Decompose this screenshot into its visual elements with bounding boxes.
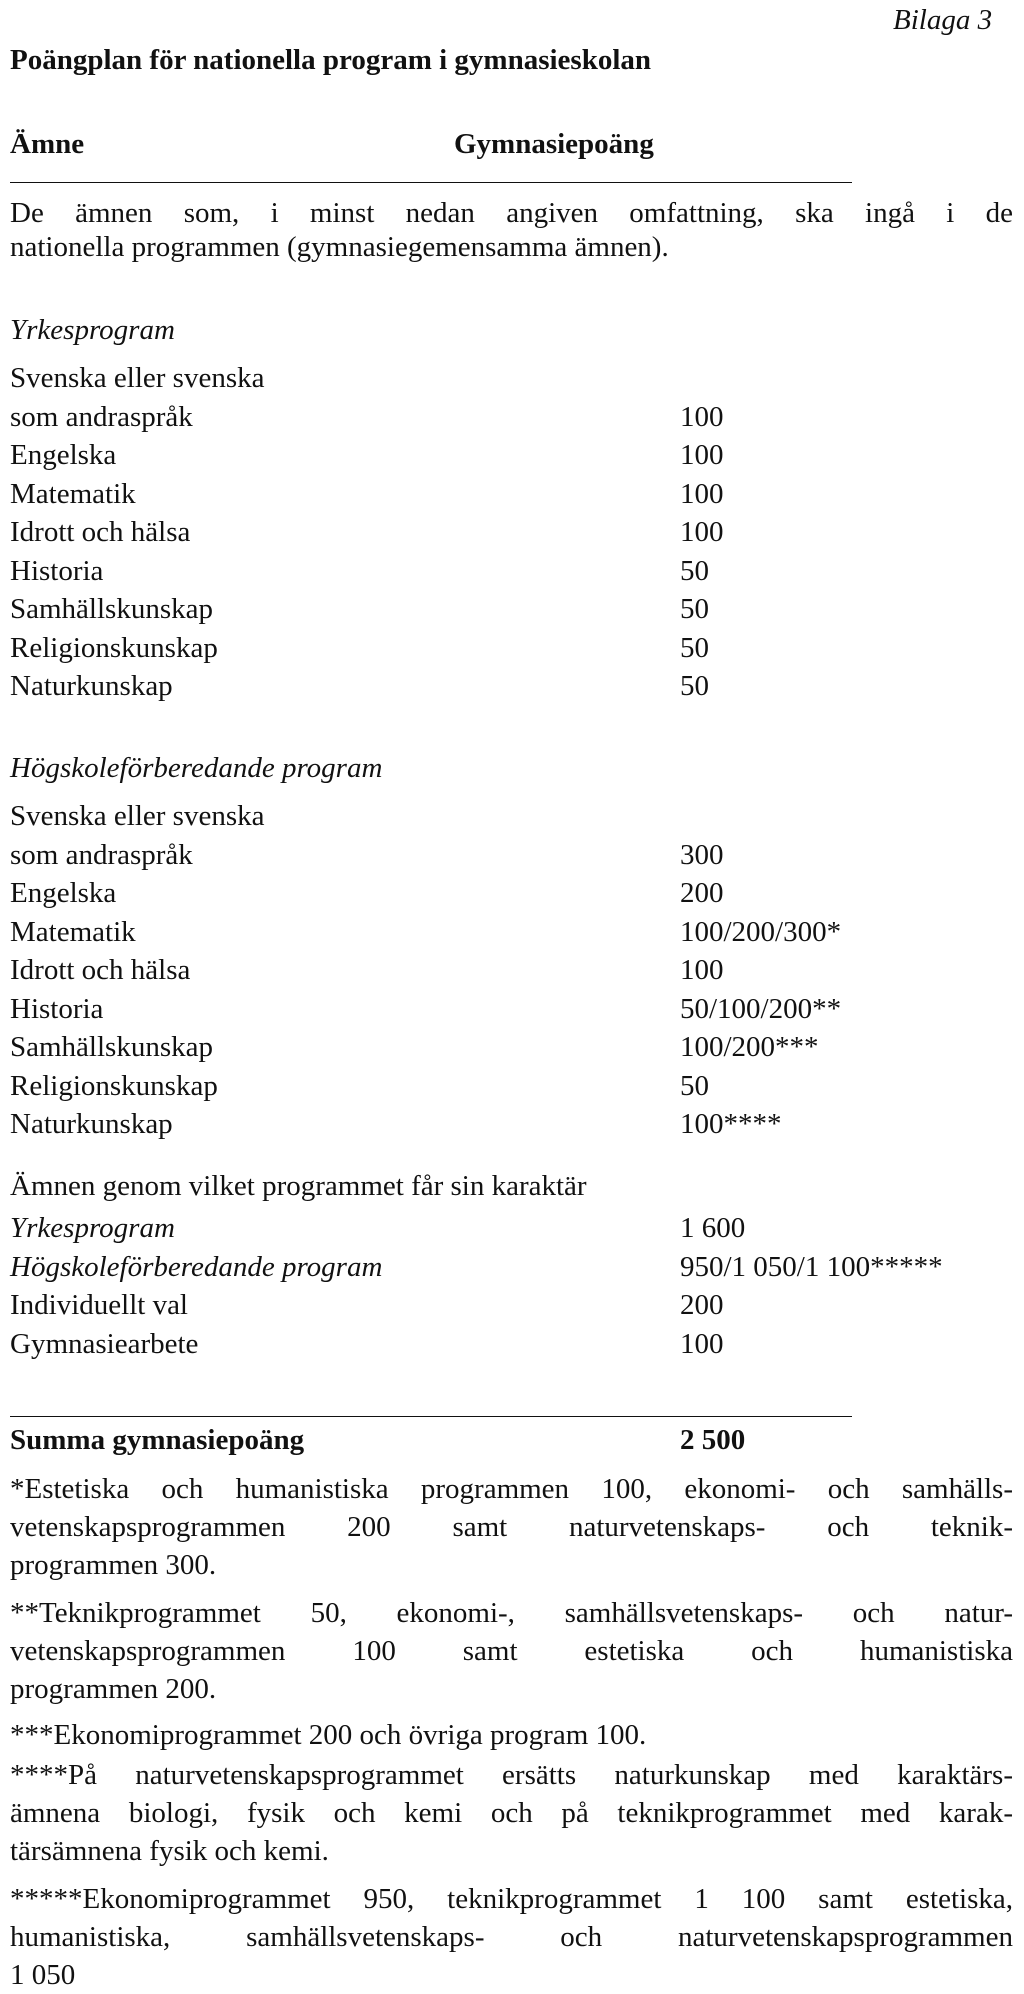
table-row	[10, 954, 1010, 992]
footnote-line: humanistiska, samhällsvetenskaps- och naturvetenskapsprogrammen	[10, 1921, 1013, 1953]
subject-points: 950/1 050/1 100*****	[680, 1250, 943, 1283]
subject-points: 50	[680, 554, 709, 587]
footnote-5	[10, 1880, 1013, 1994]
subject-name: Samhällskunskap	[10, 593, 213, 625]
subject-name: Historia	[10, 992, 104, 1025]
subject-points: 50	[680, 1069, 709, 1102]
summa-row	[10, 1424, 1010, 1464]
header-divider	[10, 182, 852, 183]
subject-points: 1 600	[680, 1212, 746, 1244]
subject-name: Engelska	[10, 877, 117, 909]
appendix-label: Bilaga 3	[893, 4, 993, 36]
subject-points: 100	[680, 400, 724, 433]
summa-divider	[10, 1416, 852, 1417]
table-row	[10, 877, 1010, 915]
subject-points: 50/100/200**	[680, 992, 842, 1025]
table-row	[10, 1108, 1010, 1146]
subject-points: 100	[680, 477, 724, 510]
subject-name: Religionskunskap	[10, 631, 218, 664]
table-row	[10, 1212, 1010, 1250]
subject-points: 50	[680, 670, 709, 702]
table-row	[10, 593, 1010, 631]
subject-points: 100	[680, 1327, 724, 1360]
footnote-line: ämnena biologi, fysik och kemi och på teknikprogrammet med karak-	[10, 1797, 1013, 1829]
subject-name: Idrott och hälsa	[10, 954, 191, 986]
subject-name: Individuellt val	[10, 1289, 188, 1321]
footnote-line: ***Ekonomiprogrammet 200 och övriga program 100.	[10, 1719, 647, 1751]
intro-paragraph	[10, 196, 1013, 264]
subject-name: Engelska	[10, 439, 117, 471]
subject-name: Naturkunskap	[10, 670, 173, 702]
subject-name: Matematik	[10, 477, 136, 510]
footnote-1	[10, 1470, 1013, 1584]
footnote-line: vetenskapsprogrammen 200 samt naturvetenskaps- och teknik-	[10, 1511, 1013, 1543]
subject-name: som andraspråk	[10, 400, 193, 433]
subject-points: 200	[680, 1289, 724, 1321]
footnote-line: *****Ekonomiprogrammet 950, teknikprogrammet 1 100 samt estetiska,	[10, 1883, 1013, 1915]
subject-name: Gymnasiearbete	[10, 1327, 199, 1360]
subject-points: 100/200/300*	[680, 915, 842, 948]
table-row	[10, 800, 1010, 838]
footnote-line: vetenskapsprogrammen 100 samt estetiska och humanistiska	[10, 1635, 1013, 1667]
footnote-line: programmen 300.	[10, 1549, 217, 1581]
table-row	[10, 439, 1010, 477]
subject-points: 50	[680, 593, 709, 625]
intro-line: De ämnen som, i minst nedan angiven omfattning, ska ingå i de	[10, 197, 1013, 229]
subject-name: Yrkesprogram	[10, 1212, 175, 1244]
footnote-line: **Teknikprogrammet 50, ekonomi-, samhällsvetenskaps- och natur-	[10, 1597, 1013, 1629]
table-row	[10, 1251, 1010, 1289]
footnote-2	[10, 1594, 1013, 1708]
footnote-line: *Estetiska och humanistiska programmen 100, ekonomi- och samhälls-	[10, 1473, 1013, 1505]
table-row	[10, 1289, 1010, 1327]
subject-name: Samhällskunskap	[10, 1031, 213, 1063]
subject-name: Historia	[10, 554, 104, 587]
subject-name: Högskoleförberedande program	[10, 1250, 383, 1283]
footnote-4	[10, 1756, 1013, 1870]
subject-points: 300	[680, 838, 724, 871]
table-row	[10, 839, 1010, 877]
table-row	[10, 555, 1010, 593]
table-row	[10, 1070, 1010, 1108]
table-row	[10, 632, 1010, 670]
subject-name: Svenska eller svenska	[10, 362, 265, 394]
table-row	[10, 1031, 1010, 1069]
section-heading-hogskoleforberedande: Högskoleförberedande program	[10, 752, 383, 784]
subject-name: Svenska eller svenska	[10, 800, 265, 832]
footnote-line: 1 050	[10, 1959, 76, 1991]
table-row	[10, 516, 1010, 554]
subject-points: 50	[680, 631, 709, 664]
table-row	[10, 1328, 1010, 1366]
intro-line: nationella programmen (gymnasiegemensamma ämnen).	[10, 231, 669, 263]
subject-points: 100****	[680, 1108, 782, 1140]
subject-name: Naturkunskap	[10, 1108, 173, 1140]
section-heading-yrkesprogram: Yrkesprogram	[10, 314, 175, 346]
table-row	[10, 362, 1010, 400]
subject-points: 100	[680, 439, 724, 471]
subject-name: som andraspråk	[10, 838, 193, 871]
subject-name: Matematik	[10, 915, 136, 948]
subject-name: Idrott och hälsa	[10, 516, 191, 548]
column-header-points: Gymnasiepoäng	[454, 128, 654, 160]
table-row	[10, 916, 1010, 954]
table-row	[10, 401, 1010, 439]
subject-name: Religionskunskap	[10, 1069, 218, 1102]
subject-points: 100	[680, 516, 724, 548]
subject-points: 200	[680, 877, 724, 909]
table-row	[10, 670, 1010, 708]
summa-label: Summa gymnasiepoäng	[10, 1424, 305, 1456]
subject-points: 100	[680, 954, 724, 986]
page-title: Poängplan för nationella program i gymnasieskolan	[10, 44, 652, 76]
table-row	[10, 993, 1010, 1031]
table-row	[10, 478, 1010, 516]
footnote-3	[10, 1716, 1013, 1754]
section-heading-karaktar: Ämnen genom vilket programmet får sin karaktär	[10, 1170, 587, 1202]
footnote-line: ****På naturvetenskapsprogrammet ersätts naturkunskap med karaktärs-	[10, 1759, 1013, 1791]
subject-points: 100/200***	[680, 1031, 819, 1063]
footnote-line: programmen 200.	[10, 1673, 217, 1705]
footnote-line: tärsämnena fysik och kemi.	[10, 1835, 329, 1867]
column-header-subject: Ämne	[10, 128, 85, 160]
summa-value: 2 500	[680, 1424, 746, 1456]
